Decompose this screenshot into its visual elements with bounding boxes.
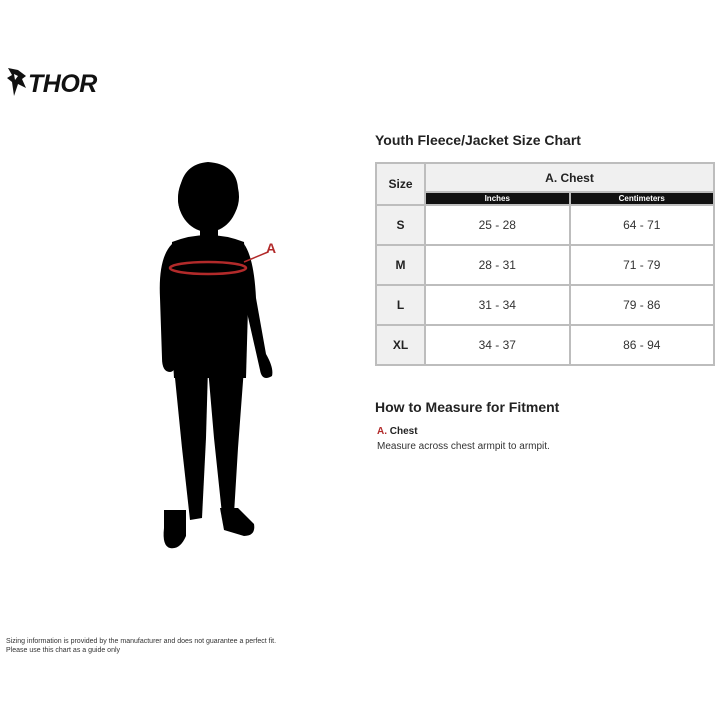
table-header-row bbox=[376, 163, 714, 192]
size-cell: S bbox=[376, 205, 425, 245]
measure-item-chest bbox=[377, 426, 550, 453]
table-row bbox=[376, 245, 714, 285]
child-silhouette bbox=[150, 158, 290, 558]
inches-cell: 34 - 37 bbox=[425, 325, 570, 365]
measure-section-title: How to Measure for Fitment bbox=[375, 399, 560, 415]
brand-name: THOR bbox=[28, 70, 97, 98]
measure-item-name: Chest bbox=[389, 426, 418, 437]
inches-cell: 28 - 31 bbox=[425, 245, 570, 285]
size-column-header: Size bbox=[376, 163, 425, 205]
size-cell: L bbox=[376, 285, 425, 325]
table-row bbox=[376, 205, 714, 245]
size-chart-title: Youth Fleece/Jacket Size Chart bbox=[375, 132, 581, 148]
centimeters-cell: 64 - 71 bbox=[570, 205, 715, 245]
centimeters-header: Centimeters bbox=[570, 192, 715, 205]
centimeters-cell: 71 - 79 bbox=[570, 245, 715, 285]
thor-hammer-icon bbox=[6, 66, 28, 100]
size-cell: XL bbox=[376, 325, 425, 365]
inches-cell: 31 - 34 bbox=[425, 285, 570, 325]
chest-column-header: A. Chest bbox=[425, 163, 714, 192]
measure-item-heading bbox=[377, 426, 550, 438]
table-unit-row bbox=[376, 192, 714, 205]
table-row bbox=[376, 285, 714, 325]
table-row bbox=[376, 325, 714, 365]
disclaimer-line: Please use this chart as a guide only bbox=[6, 647, 121, 654]
inches-header: Inches bbox=[425, 192, 570, 205]
measure-item-letter: A. bbox=[377, 426, 387, 437]
centimeters-cell: 79 - 86 bbox=[570, 285, 715, 325]
disclaimer-footnote bbox=[6, 637, 276, 655]
chest-marker-label: A bbox=[266, 240, 277, 256]
disclaimer-line: Sizing information is provided by the manufacturer and does not guarantee a perfect fit. bbox=[6, 638, 277, 645]
size-chart-table bbox=[375, 162, 715, 366]
inches-cell: 25 - 28 bbox=[425, 205, 570, 245]
measure-item-description: Measure across chest armpit to armpit. bbox=[377, 441, 550, 452]
centimeters-cell: 86 - 94 bbox=[570, 325, 715, 365]
size-cell: M bbox=[376, 245, 425, 285]
brand-logo bbox=[6, 66, 112, 100]
